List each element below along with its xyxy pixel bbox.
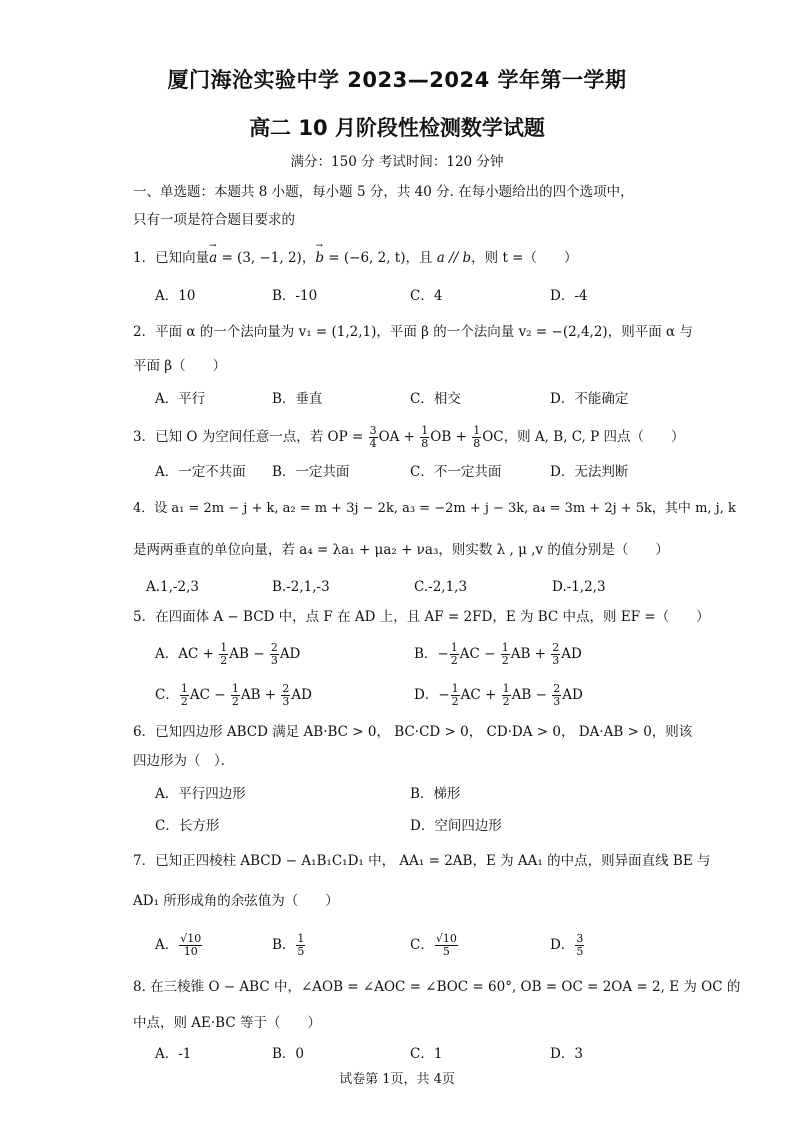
q7-a-label: A． <box>155 937 179 953</box>
q7-d-frac <box>575 933 584 958</box>
q5-b-n2: 2 <box>552 641 560 654</box>
q5-a-label: A． <box>155 646 179 662</box>
q5-b-n1: 1 <box>501 641 509 654</box>
q1-option-b: B．-10 <box>272 288 318 304</box>
q2-line2: 平面 β（ ） <box>133 358 227 374</box>
q5-b-d0: 2 <box>450 654 458 667</box>
q5-d-t1: AC + <box>460 687 501 703</box>
q7-c-num: √10 <box>435 932 457 945</box>
q3-option-c: C．不一定共面 <box>410 464 502 480</box>
q8-line1: 8. 在三棱锥 O − ABC 中，∠AOB = ∠AOC = ∠BOC = 60°, OB = OC = 2OA = 2, E 为 OC 的 <box>133 979 741 995</box>
q3-frac3 <box>472 425 481 450</box>
q5-c-d2: 3 <box>282 695 290 708</box>
q3-option-b: B．一定共面 <box>272 464 350 480</box>
q4-line1: 4．设 a₁ = 2m − j + k, a₂ = m + 3j − 2k, a₃ = −2m + j − 3k, a₄ = 3m + 2j + 5k，其中 m, j, k <box>133 501 736 516</box>
q5-c-frac1 <box>231 683 240 708</box>
q7-option-a <box>155 933 203 958</box>
q1-vec-b-value: = (−6, 2, t)，且 <box>323 250 437 266</box>
q7-line2: AD₁ 所形成角的余弦值为（ ） <box>133 893 339 909</box>
q5-a-t1: AC + <box>178 646 219 662</box>
q5-a-d1: 2 <box>220 654 228 667</box>
q3-frac2-num: 1 <box>421 424 429 437</box>
q8-option-d: D．3 <box>550 1046 583 1062</box>
q3-frac2-den: 8 <box>421 437 429 450</box>
q5-c-t1: AC − <box>189 687 230 703</box>
q3-pre: 3．已知 O 为空间任意一点，若 OP = <box>133 429 368 445</box>
q5-option-a <box>155 642 300 667</box>
q7-c-den: 5 <box>442 945 450 958</box>
q7-b-den: 5 <box>297 945 305 958</box>
q3-frac1-den: 4 <box>369 437 377 450</box>
q7-option-d <box>550 933 585 958</box>
q3-term1: OA + <box>378 429 420 445</box>
q5-a-n2: 2 <box>270 641 278 654</box>
q5-c-n1: 1 <box>231 682 239 695</box>
q2-option-b: B．垂直 <box>272 391 323 407</box>
q5-a-t2: AB − <box>229 646 269 662</box>
q7-a-frac <box>179 933 202 958</box>
q3-frac1 <box>369 425 378 450</box>
q3-frac3-den: 8 <box>473 437 481 450</box>
q8-option-c: C．1 <box>410 1046 443 1062</box>
q5-b-frac0 <box>450 642 459 667</box>
q5-b-n0: 1 <box>450 641 458 654</box>
q5-a-n1: 1 <box>220 641 228 654</box>
q2-line1: 2．平面 α 的一个法向量为 v₁ = (1,2,1)，平面 β 的一个法向量 v₂ = −(2,4,2)，则平面 α 与 <box>133 324 693 340</box>
q3-frac2 <box>420 425 429 450</box>
q7-option-c <box>410 933 459 958</box>
q5-c-frac2 <box>281 683 290 708</box>
q3-stem <box>133 425 685 450</box>
q5-b-frac1 <box>501 642 510 667</box>
section1-intro-line2: 只有一项是符合题目要求的 <box>133 212 295 228</box>
q3-term2: OB + <box>430 429 472 445</box>
q3-option-a: A．一定不共面 <box>155 464 246 480</box>
q7-b-frac <box>296 933 305 958</box>
q5-d-frac1 <box>502 683 511 708</box>
q4-line2: 是两两垂直的单位向量，若 a₄ = λa₁ + μa₂ + νa₃，则实数 λ , μ ,v 的值分别是（ ） <box>133 542 669 558</box>
q2-option-d: D．不能确定 <box>550 391 629 407</box>
q4-option-a: A.1,-2,3 <box>146 579 199 595</box>
q7-line1: 7．已知正四棱柱 ABCD − A₁B₁C₁D₁ 中， AA₁ = 2AB，E 为 AA₁ 的中点，则异面直线 BE 与 <box>133 853 711 869</box>
q5-b-d2: 3 <box>552 654 560 667</box>
q5-a-d2: 3 <box>270 654 278 667</box>
q7-d-label: D． <box>550 937 575 953</box>
q1-vec-b: → b <box>315 248 324 268</box>
q4-option-d: D.-1,2,3 <box>552 579 606 595</box>
q6-option-d: D．空间四边形 <box>410 818 502 834</box>
q5-d-frac0 <box>451 683 460 708</box>
q3-term3: OC，则 A, B, C, P 四点（ ） <box>482 429 685 445</box>
q5-b-t2: AB + <box>510 646 551 662</box>
q6-option-c: C．长方形 <box>155 818 220 834</box>
q2-option-a: A．平行 <box>155 391 206 407</box>
q7-d-num: 3 <box>576 932 584 945</box>
q5-d-d0: 2 <box>451 695 459 708</box>
q3-frac3-num: 1 <box>473 424 481 437</box>
q5-d-t3: AD <box>562 687 583 703</box>
q5-c-frac0 <box>180 683 189 708</box>
q7-b-label: B． <box>272 937 296 953</box>
q5-b-t3: AD <box>561 646 582 662</box>
section1-intro-line1: 一、单选题：本题共 8 小题，每小题 5 分，共 40 分. 在每小题给出的四个选项中， <box>133 184 634 200</box>
q5-a-frac1 <box>219 642 228 667</box>
q7-b-num: 1 <box>297 932 305 945</box>
q5-c-d0: 2 <box>180 695 188 708</box>
q5-c-n2: 2 <box>282 682 290 695</box>
q7-a-den: 10 <box>183 945 198 958</box>
q5-d-d2: 3 <box>553 695 561 708</box>
q5-a-t3: AD <box>279 646 301 662</box>
q5-b-label: B．− <box>414 646 449 662</box>
exam-title-line2: 高二 10 月阶段性检测数学试题 <box>249 116 545 140</box>
q3-option-d: D．无法判断 <box>550 464 629 480</box>
q5-option-d <box>414 683 583 708</box>
q5-c-label: C． <box>155 687 179 703</box>
q2-option-c: C．相交 <box>410 391 461 407</box>
q1-vec-a-value: = (3, −1, 2)， <box>217 250 316 266</box>
q7-c-frac <box>435 933 458 958</box>
page-footer: 试卷第 1页，共 4页 <box>339 1072 455 1087</box>
q1-option-d: D．-4 <box>550 288 588 304</box>
q1-vec-a: → a <box>209 248 217 268</box>
q7-option-b <box>272 933 306 958</box>
q6-option-b: B．梯形 <box>410 786 461 802</box>
q8-option-b: B．0 <box>272 1046 305 1062</box>
q3-frac1-num: 3 <box>369 424 377 437</box>
q4-option-c: C.-2,1,3 <box>414 579 468 595</box>
q7-d-den: 5 <box>576 945 584 958</box>
q5-option-b <box>414 642 582 667</box>
q5-b-d1: 2 <box>501 654 509 667</box>
q5-d-label: D．− <box>414 687 450 703</box>
q5-c-n0: 1 <box>180 682 188 695</box>
q5-d-n2: 2 <box>553 682 561 695</box>
q7-c-label: C． <box>410 937 434 953</box>
q5-d-d1: 2 <box>502 695 510 708</box>
q1-parallel: a // b <box>436 250 472 266</box>
exam-title-line1: 厦门海沧实验中学 2023—2024 学年第一学期 <box>167 68 627 92</box>
q7-a-num: √10 <box>180 932 202 945</box>
q1-option-c: C．4 <box>410 288 443 304</box>
q5-d-t2: AB − <box>511 687 552 703</box>
q1-option-a: A．10 <box>155 288 196 304</box>
q5-c-d1: 2 <box>231 695 239 708</box>
q5-stem: 5．在四面体 A − BCD 中，点 F 在 AD 上，且 AF = 2FD，E 为 BC 中点，则 EF =（ ） <box>133 609 710 625</box>
q5-b-t1: AC − <box>459 646 500 662</box>
q8-line2: 中点，则 AE·BC 等于（ ） <box>133 1015 321 1031</box>
q6-option-a: A．平行四边形 <box>155 786 246 802</box>
q1-stem <box>133 248 578 268</box>
q5-d-n0: 1 <box>451 682 459 695</box>
q8-option-a: A．-1 <box>155 1046 192 1062</box>
q5-option-c <box>155 683 312 708</box>
q1-tail: ，则 t =（ ） <box>471 250 578 266</box>
q5-d-n1: 1 <box>502 682 510 695</box>
q5-c-t3: AD <box>291 687 312 703</box>
q6-line2: 四边形为（ ）． <box>133 753 235 769</box>
q5-b-frac2 <box>551 642 560 667</box>
q6-line1: 6．已知四边形 ABCD 满足 AB·BC > 0， BC·CD > 0， CD·DA > 0， DA·AB > 0，则该 <box>133 724 693 740</box>
q4-option-b: B.-2,1,-3 <box>272 579 330 595</box>
q5-a-frac2 <box>270 642 279 667</box>
q1-stem-text: 1．已知向量 <box>133 250 210 266</box>
q5-d-frac2 <box>552 683 561 708</box>
exam-meta: 满分：150 分 考试时间：120 分钟 <box>290 154 504 170</box>
q5-c-t2: AB + <box>240 687 281 703</box>
